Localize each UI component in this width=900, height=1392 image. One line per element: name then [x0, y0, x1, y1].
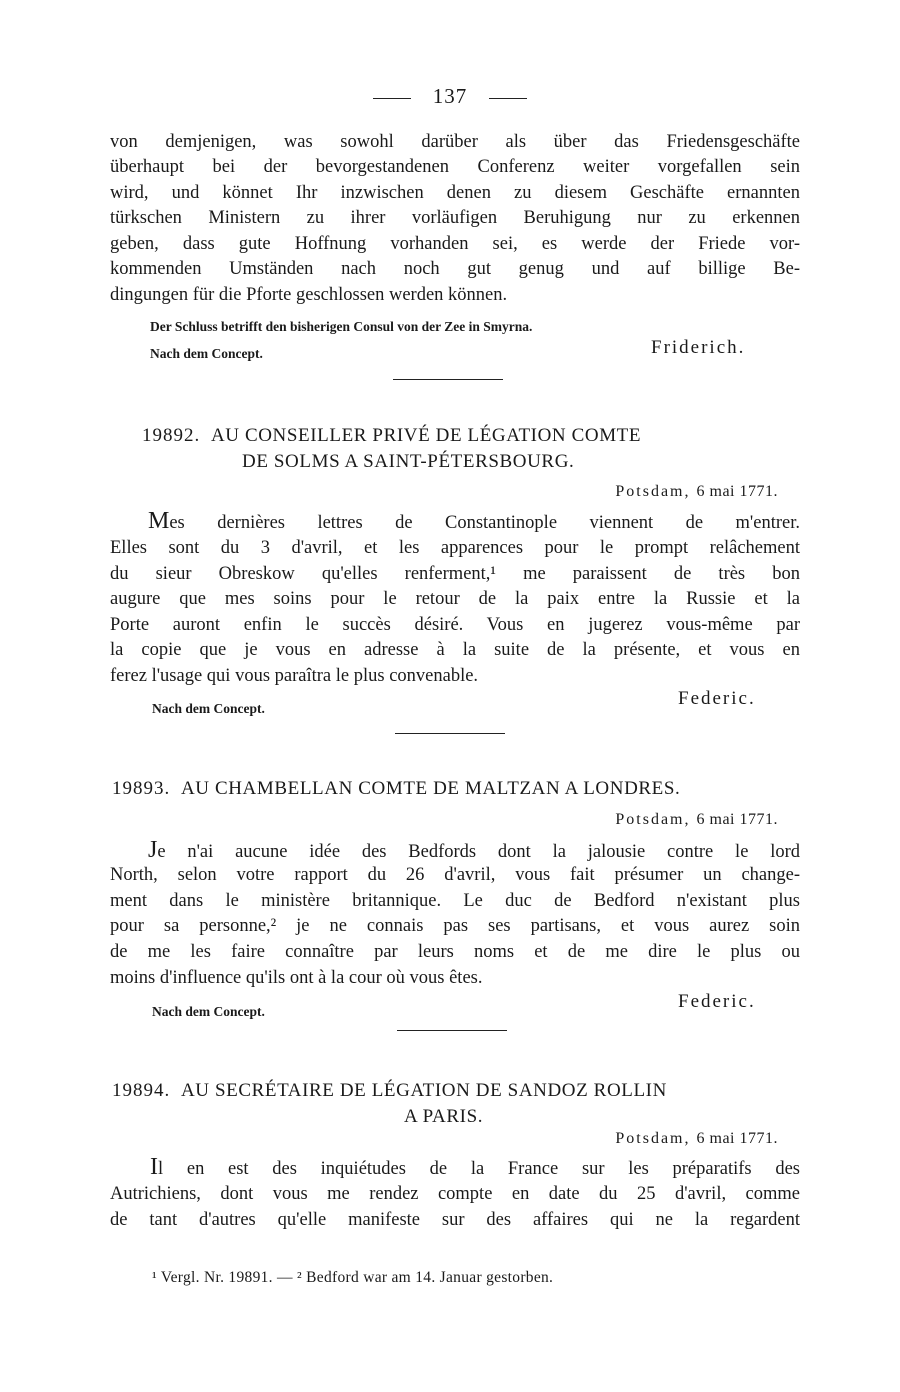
text-line: überhaupt bei der bevorgestandenen Conferenz weiter vorgefallen sein	[110, 157, 800, 177]
source-note: Nach dem Concept.	[150, 346, 263, 361]
signature: Federic.	[678, 991, 756, 1012]
drop-cap: J	[148, 837, 158, 863]
source-note: Nach dem Concept.	[152, 701, 265, 716]
letter-date: 6 mai 1771.	[696, 1130, 778, 1147]
footnotes: ¹ Vergl. Nr. 19891. — ² Bedford war am 14. Januar gestorben.	[152, 1269, 554, 1286]
header-dash-left	[373, 98, 411, 99]
drop-cap: I	[150, 1154, 158, 1180]
letter-title: AU CONSEILLER PRIVÉ DE LÉGATION COMTE	[210, 425, 642, 446]
text-line	[148, 838, 800, 865]
text-line	[150, 1155, 800, 1182]
text-line	[148, 509, 800, 536]
text-line: la copie que je vous en adresse à la suite de la présente, et vous en	[110, 640, 800, 660]
page-header	[0, 84, 900, 109]
text-line: Elles sont du 3 d'avril, et les apparences pour le prompt relâchement	[110, 538, 800, 558]
letter-heading	[142, 425, 641, 447]
text-line-first: l en est des inquiétudes de la France sur les préparatifs des	[158, 1159, 800, 1179]
text-line: de me les faire connaître par leurs noms et de me dire le plus ou	[110, 942, 800, 962]
signature: Friderich.	[651, 337, 746, 358]
letter-heading	[112, 1080, 667, 1102]
text-line: geben, dass gute Hoffnung vorhanden sei, es werde der Friede vor-	[110, 234, 800, 254]
letter-heading	[112, 778, 680, 800]
letter-dateline	[615, 811, 778, 829]
letter-number: 19893.	[112, 778, 171, 799]
letter-title-continued: A PARIS.	[404, 1106, 484, 1127]
text-line: de tant d'autres qu'elle manifeste sur des affaires qui ne la regardent	[110, 1210, 800, 1230]
text-line: du sieur Obreskow qu'elles renferment,¹ me paraissent de très bon	[110, 564, 800, 584]
text-line: North, selon votre rapport du 26 d'avril, vous fait présumer un change-	[110, 865, 800, 885]
letter-place: Potsdam,	[615, 1130, 691, 1147]
letter-place: Potsdam,	[615, 811, 691, 828]
text-line: moins d'influence qu'ils ont à la cour où vous êtes.	[110, 968, 483, 988]
section-divider	[397, 1030, 507, 1031]
page-number: 137	[432, 84, 468, 108]
text-line: kommenden Umständen nach noch gut genug und auf billige Be-	[110, 259, 800, 279]
text-line: ment dans le ministère britannique. Le duc de Bedford n'existant plus	[110, 891, 800, 911]
text-line: Porte auront enfin le succès désiré. Vous en jugerez vous-même par	[110, 615, 800, 635]
text-line: wird, und könnet Ihr inzwischen denen zu diesem Geschäfte ernannten	[110, 183, 800, 203]
text-line: türkschen Ministern zu ihrer vorläufigen Beruhigung nur zu erkennen	[110, 208, 800, 228]
text-line: dingungen für die Pforte geschlossen werden können.	[110, 285, 508, 305]
text-line-first: e n'ai aucune idée des Bedfords dont la jalousie contre le lord	[157, 842, 800, 862]
drop-cap: M	[148, 508, 170, 534]
source-note: Nach dem Concept.	[152, 1004, 265, 1019]
text-line: pour sa personne,² je ne connais pas ses partisans, et vous aurez soin	[110, 916, 800, 936]
letter-title: AU CHAMBELLAN COMTE DE MALTZAN A LONDRES.	[180, 778, 681, 799]
letter-number: 19894.	[112, 1080, 171, 1101]
letter-date: 6 mai 1771.	[696, 483, 778, 500]
signature: Federic.	[678, 688, 756, 709]
text-line: Autrichiens, dont vous me rendez compte en date du 25 d'avril, comme	[110, 1184, 800, 1204]
text-line: augure que mes soins pour le retour de la paix entre la Russie et la	[110, 589, 800, 609]
letter-dateline	[615, 483, 778, 501]
letter-dateline	[615, 1130, 778, 1148]
text-line: von demjenigen, was sowohl darüber als über das Friedensgeschäfte	[110, 132, 800, 152]
section-divider	[395, 733, 505, 734]
letter-place: Potsdam,	[615, 483, 691, 500]
letter-number: 19892.	[142, 425, 201, 446]
text-line-first: es dernières lettres de Constantinople viennent de m'entrer.	[169, 513, 800, 533]
letter-title-continued: DE SOLMS A SAINT-PÉTERSBOURG.	[242, 451, 575, 472]
section-divider	[393, 379, 503, 380]
header-dash-right	[489, 98, 527, 99]
letter-date: 6 mai 1771.	[696, 811, 778, 828]
text-line: ferez l'usage qui vous paraîtra le plus convenable.	[110, 666, 479, 686]
editorial-note: Der Schluss betrifft den bisherigen Consul von der Zee in Smyrna.	[150, 319, 533, 334]
letter-title: AU SECRÉTAIRE DE LÉGATION DE SANDOZ ROLLIN	[180, 1080, 667, 1101]
